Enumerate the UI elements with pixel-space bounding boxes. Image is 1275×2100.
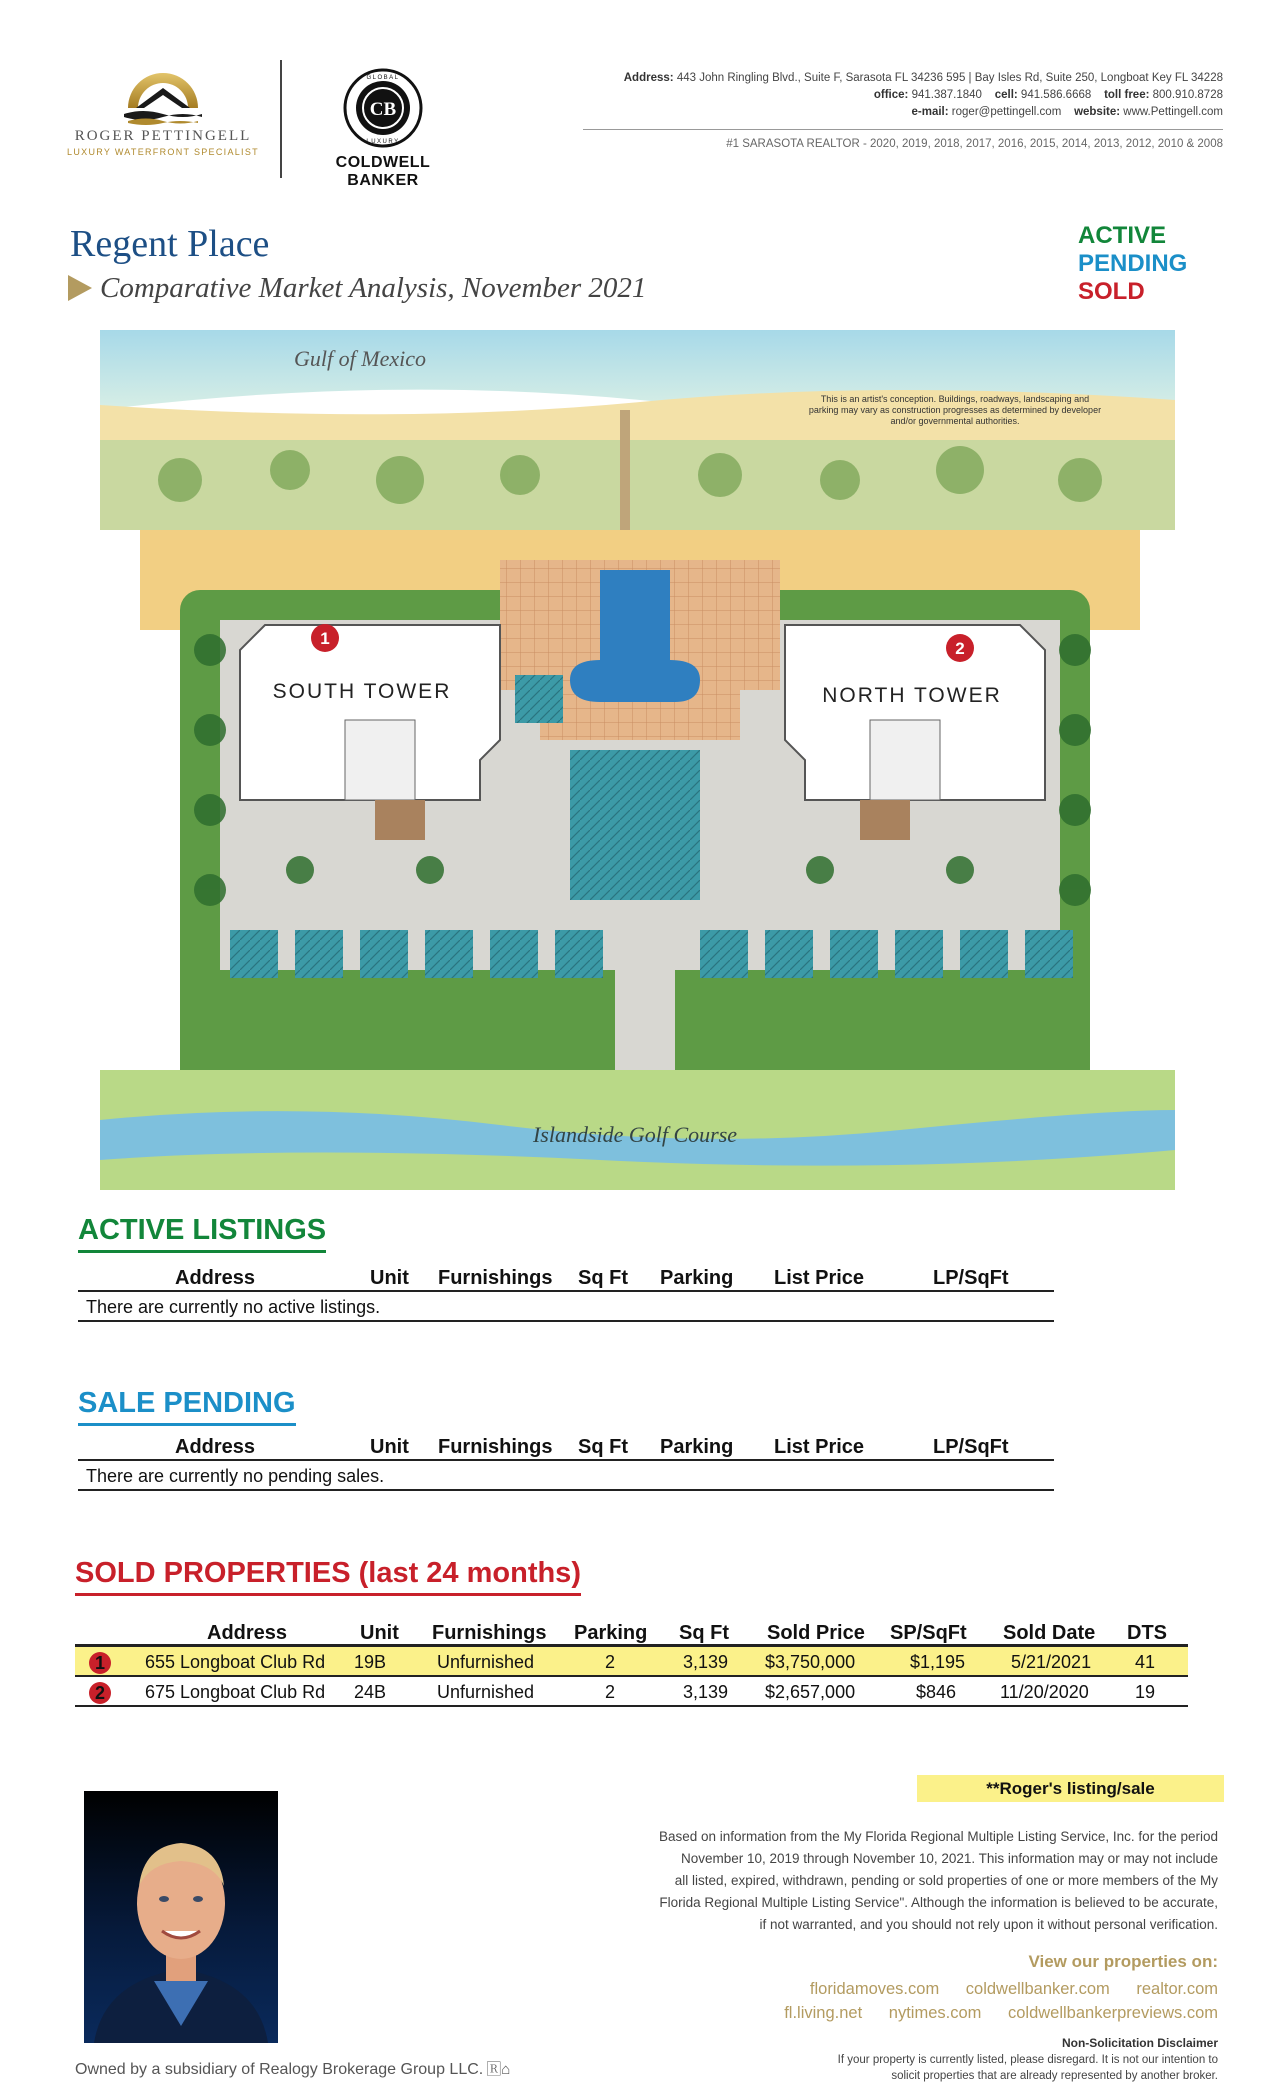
email-link[interactable]: roger@pettingell.com <box>951 106 1062 118</box>
sunrise-house-icon <box>118 64 208 126</box>
svg-text:parking may vary as constructi: parking may vary as construction progresses as determined by developer <box>808 405 1102 415</box>
link-realtor[interactable]: realtor.com <box>1136 1980 1218 1998</box>
empty-row: There are currently no pending sales. <box>78 1461 1054 1491</box>
status-legend <box>1078 222 1187 306</box>
roger-pettingell-logo <box>58 58 268 178</box>
web-line: e-mail: roger@pettingell.com website: www.Pettingell.com <box>911 106 1223 118</box>
rp-logo-name: ROGER PETTINGELL <box>74 128 252 144</box>
table-row[interactable]: 1 655 Longboat Club Rd 19B Unfurnished 2 3,139 $3,750,000 $1,195 5/21/2021 41 <box>75 1647 1188 1677</box>
golf-label: Islandside Golf Course <box>532 1122 738 1147</box>
mls-disclaimer: Based on information from the My Florida Regional Multiple Listing Service, Inc. for the period November 10, 2019 through November 10, 2021. This information may or may not include all listed, expired, withdrawn, pending or sold properties of one or more members of the My Florida Regional Multiple Listing Service". Although the information is believed to be accurate, if not warranted, and you should not rely upon it without personal verification. <box>658 1829 1218 1932</box>
rp-logo-tagline: LUXURY WATERFRONT SPECIALIST <box>67 147 259 157</box>
sold-properties-table <box>75 1619 1188 1707</box>
table-header: Address Unit Furnishings Parking Sq Ft Sold Price SP/SqFt Sold Date DTS <box>75 1619 1188 1647</box>
svg-text:and/or governmental authoritie: and/or governmental authorities. <box>890 416 1020 426</box>
south-tower-label: SOUTH TOWER <box>272 680 452 703</box>
svg-text:This is an artist's conception: This is an artist's conception. Buildings, roadways, landscaping and <box>820 394 1090 404</box>
coldwell-banker-logo <box>298 68 468 189</box>
sold-marker-1: 1 <box>89 1652 111 1674</box>
cb-monogram: CB <box>369 99 397 120</box>
legend-sold: SOLD <box>1078 278 1145 305</box>
tower-marker-2: 2 <box>955 639 965 658</box>
page-header <box>58 58 1223 188</box>
cb-logo-name: COLDWELL BANKER <box>335 154 431 189</box>
contact-block <box>523 70 1223 153</box>
link-coldwellbanker[interactable]: coldwellbanker.com <box>965 1980 1110 1998</box>
cell-phone: 941.586.6668 <box>1020 89 1092 101</box>
legend-active: ACTIVE <box>1078 222 1167 249</box>
header-rule <box>583 129 1223 130</box>
sold-marker-2: 2 <box>89 1682 111 1704</box>
website-link[interactable]: www.Pettingell.com <box>1123 106 1223 118</box>
active-listings-table <box>78 1264 1054 1322</box>
non-solicitation-text: If your property is currently listed, please disregard. It is not our intention to solicit properties that are already represented by another broker. <box>837 2054 1218 2082</box>
table-header: Address Unit Furnishings Sq Ft Parking List Price LP/SqFt <box>78 1433 1054 1461</box>
table-header: Address Unit Furnishings Sq Ft Parking List Price LP/SqFt <box>78 1264 1054 1292</box>
page-subtitle: Comparative Market Analysis, November 2021 <box>68 272 646 305</box>
cb-global-luxury-seal-icon <box>343 68 423 148</box>
office-phone: 941.387.1840 <box>911 89 982 101</box>
toll-free-phone: 800.910.8728 <box>1152 89 1223 101</box>
table-row[interactable]: 2 675 Longboat Club Rd 24B Unfurnished 2 3,139 $2,657,000 $846 11/20/2020 19 <box>75 1677 1188 1707</box>
link-cb-previews[interactable]: coldwellbankerpreviews.com <box>1007 2004 1218 2022</box>
realtor-equal-housing-icon: 🅁⌂ <box>486 2061 511 2078</box>
link-floridamoves[interactable]: floridamoves.com <box>809 1980 940 1998</box>
awards-line: #1 SARASOTA REALTOR - 2020, 2019, 2018, 2017, 2016, 2015, 2014, 2013, 2012, 2010 & 2008 <box>726 138 1223 150</box>
play-triangle-icon <box>68 275 92 301</box>
property-links <box>700 1977 1218 2025</box>
site-plan-illustration <box>100 330 1175 1190</box>
address-line: Address: 443 John Ringling Blvd., Suite F, Sarasota FL 34236 595 | Bay Isles Rd, Suite 250, Longboat Key FL 34228 <box>623 72 1223 84</box>
logo-divider <box>280 60 282 178</box>
ownership-notice: Owned by a subsidiary of Realogy Brokerage Group LLC. 🅁⌂ <box>75 2058 510 2079</box>
north-tower-label: NORTH TOWER <box>822 684 1002 707</box>
sold-properties-heading: SOLD PROPERTIES (last 24 months) <box>75 1557 581 1596</box>
svg-text:GLOBAL: GLOBAL <box>366 75 400 81</box>
sale-pending-heading: SALE PENDING <box>78 1387 296 1426</box>
non-solicitation-heading: Non-Solicitation Disclaimer <box>1061 2036 1218 2050</box>
legend-pending: PENDING <box>1078 250 1188 277</box>
sale-pending-table <box>78 1433 1054 1491</box>
gulf-label: Gulf of Mexico <box>294 346 426 371</box>
active-listings-heading: ACTIVE LISTINGS <box>78 1214 326 1253</box>
agent-headshot <box>84 1791 278 2043</box>
rogers-listing-note: **Roger's listing/sale <box>917 1775 1224 1802</box>
link-fl-living[interactable]: fl.living.net <box>784 2004 863 2022</box>
empty-row: There are currently no active listings. <box>78 1292 1054 1322</box>
svg-text:LUXURY: LUXURY <box>366 139 400 145</box>
phone-line: office: 941.387.1840 cell: 941.586.6668 toll free: 800.910.8728 <box>873 89 1223 101</box>
tower-marker-1: 1 <box>320 629 330 648</box>
link-nytimes[interactable]: nytimes.com <box>888 2004 982 2022</box>
view-properties-heading: View our properties on: <box>1028 1952 1218 1971</box>
page-title: Regent Place <box>70 223 270 265</box>
